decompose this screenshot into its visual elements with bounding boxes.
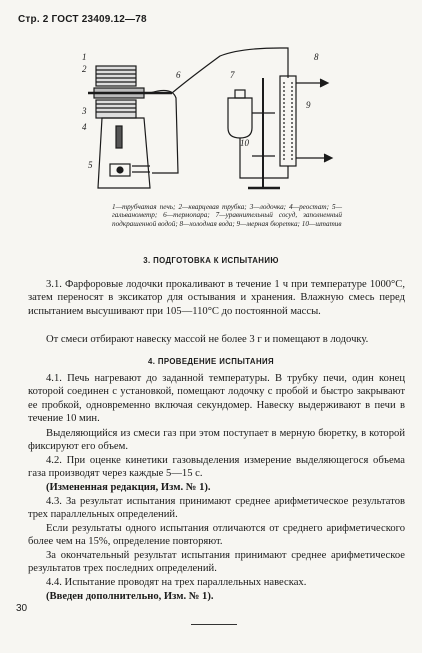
section-4-paragraph-2: Выделяющийся из смеси газ при этом поступает в мерную бюретку, в которой фиксируют его объем.	[28, 428, 405, 453]
page-number: 30	[16, 603, 28, 614]
apparatus-diagram	[80, 38, 350, 198]
section-4-title: 4. ПРОВЕДЕНИЕ ИСПЫТАНИЯ	[147, 357, 275, 366]
section-4-paragraph-5: 4.3. За результат испытания принимают среднее арифметическое результатов трех параллельных определений.	[28, 496, 405, 521]
amendment-note-2: (Введен дополнительно, Изм. № 1).	[46, 591, 214, 602]
section-3-paragraph-1: 3.1. Фарфоровые лодочки прокаливают в течение 1 ч при температуре 1000°С, затем переносят в эксикатор для остывания и хранения. Влажную смесь перед испытанием высушивают при 105—110°С до постоянной массы.	[28, 279, 405, 317]
figure-label-3: 3	[82, 106, 87, 116]
section-3-title: 3. ПОДГОТОВКА К ИСПЫТАНИЮ	[143, 256, 279, 265]
figure-label-5: 5	[88, 160, 93, 170]
section-4-paragraph-8: 4.4. Испытание проводят на трех параллельных навесках.	[46, 577, 307, 588]
figure-label-10: 10	[240, 138, 249, 148]
amendment-note-1: (Измененная редакция, Изм. № 1).	[46, 482, 211, 493]
end-rule	[191, 624, 237, 625]
figure-label-6: 6	[176, 70, 181, 80]
figure-label-7: 7	[230, 70, 235, 80]
figure-label-1: 1	[82, 52, 87, 62]
figure-label-4: 4	[82, 122, 87, 132]
section-4-paragraph-1: 4.1. Печь нагревают до заданной температуры. В трубку печи, один конец которой соединен с установкой, помещают лодочку с пробой и быстро закрывают ее пробкой, одновременно включая секундомер. Навеску выдерживают в печи в течение 10 мин.	[28, 373, 405, 425]
section-4-paragraph-3: 4.2. При оценке кинетики газовыделения измерение выделяющегося объема газа производят через каждые 5—15 с.	[28, 455, 405, 480]
figure-label-9: 9	[306, 100, 311, 110]
figure-caption: 1—трубчатая печь; 2—кварцевая трубка; 3—лодочка; 4—реостат; 5—гальванометр; 6—термопара; 7—уравнительный сосуд, заполненный подкрашенной водой; 8—холодная вода; 9—мерная бюретка; 10—штатив	[112, 203, 342, 228]
figure-label-2: 2	[82, 64, 87, 74]
section-4-paragraph-6: Если результаты одного испытания отличаются от среднего арифметического более чем на 15%, определение повторяют.	[28, 523, 405, 548]
page-header: Стр. 2 ГОСТ 23409.12—78	[18, 14, 147, 25]
section-4-paragraph-7: За окончательный результат испытания принимают среднее арифметическое результатов трех последних определений.	[28, 550, 405, 575]
figure-label-8: 8	[314, 52, 319, 62]
section-3-paragraph-2: От смеси отбирают навеску массой не более 3 г и помещают в лодочку.	[46, 334, 369, 345]
